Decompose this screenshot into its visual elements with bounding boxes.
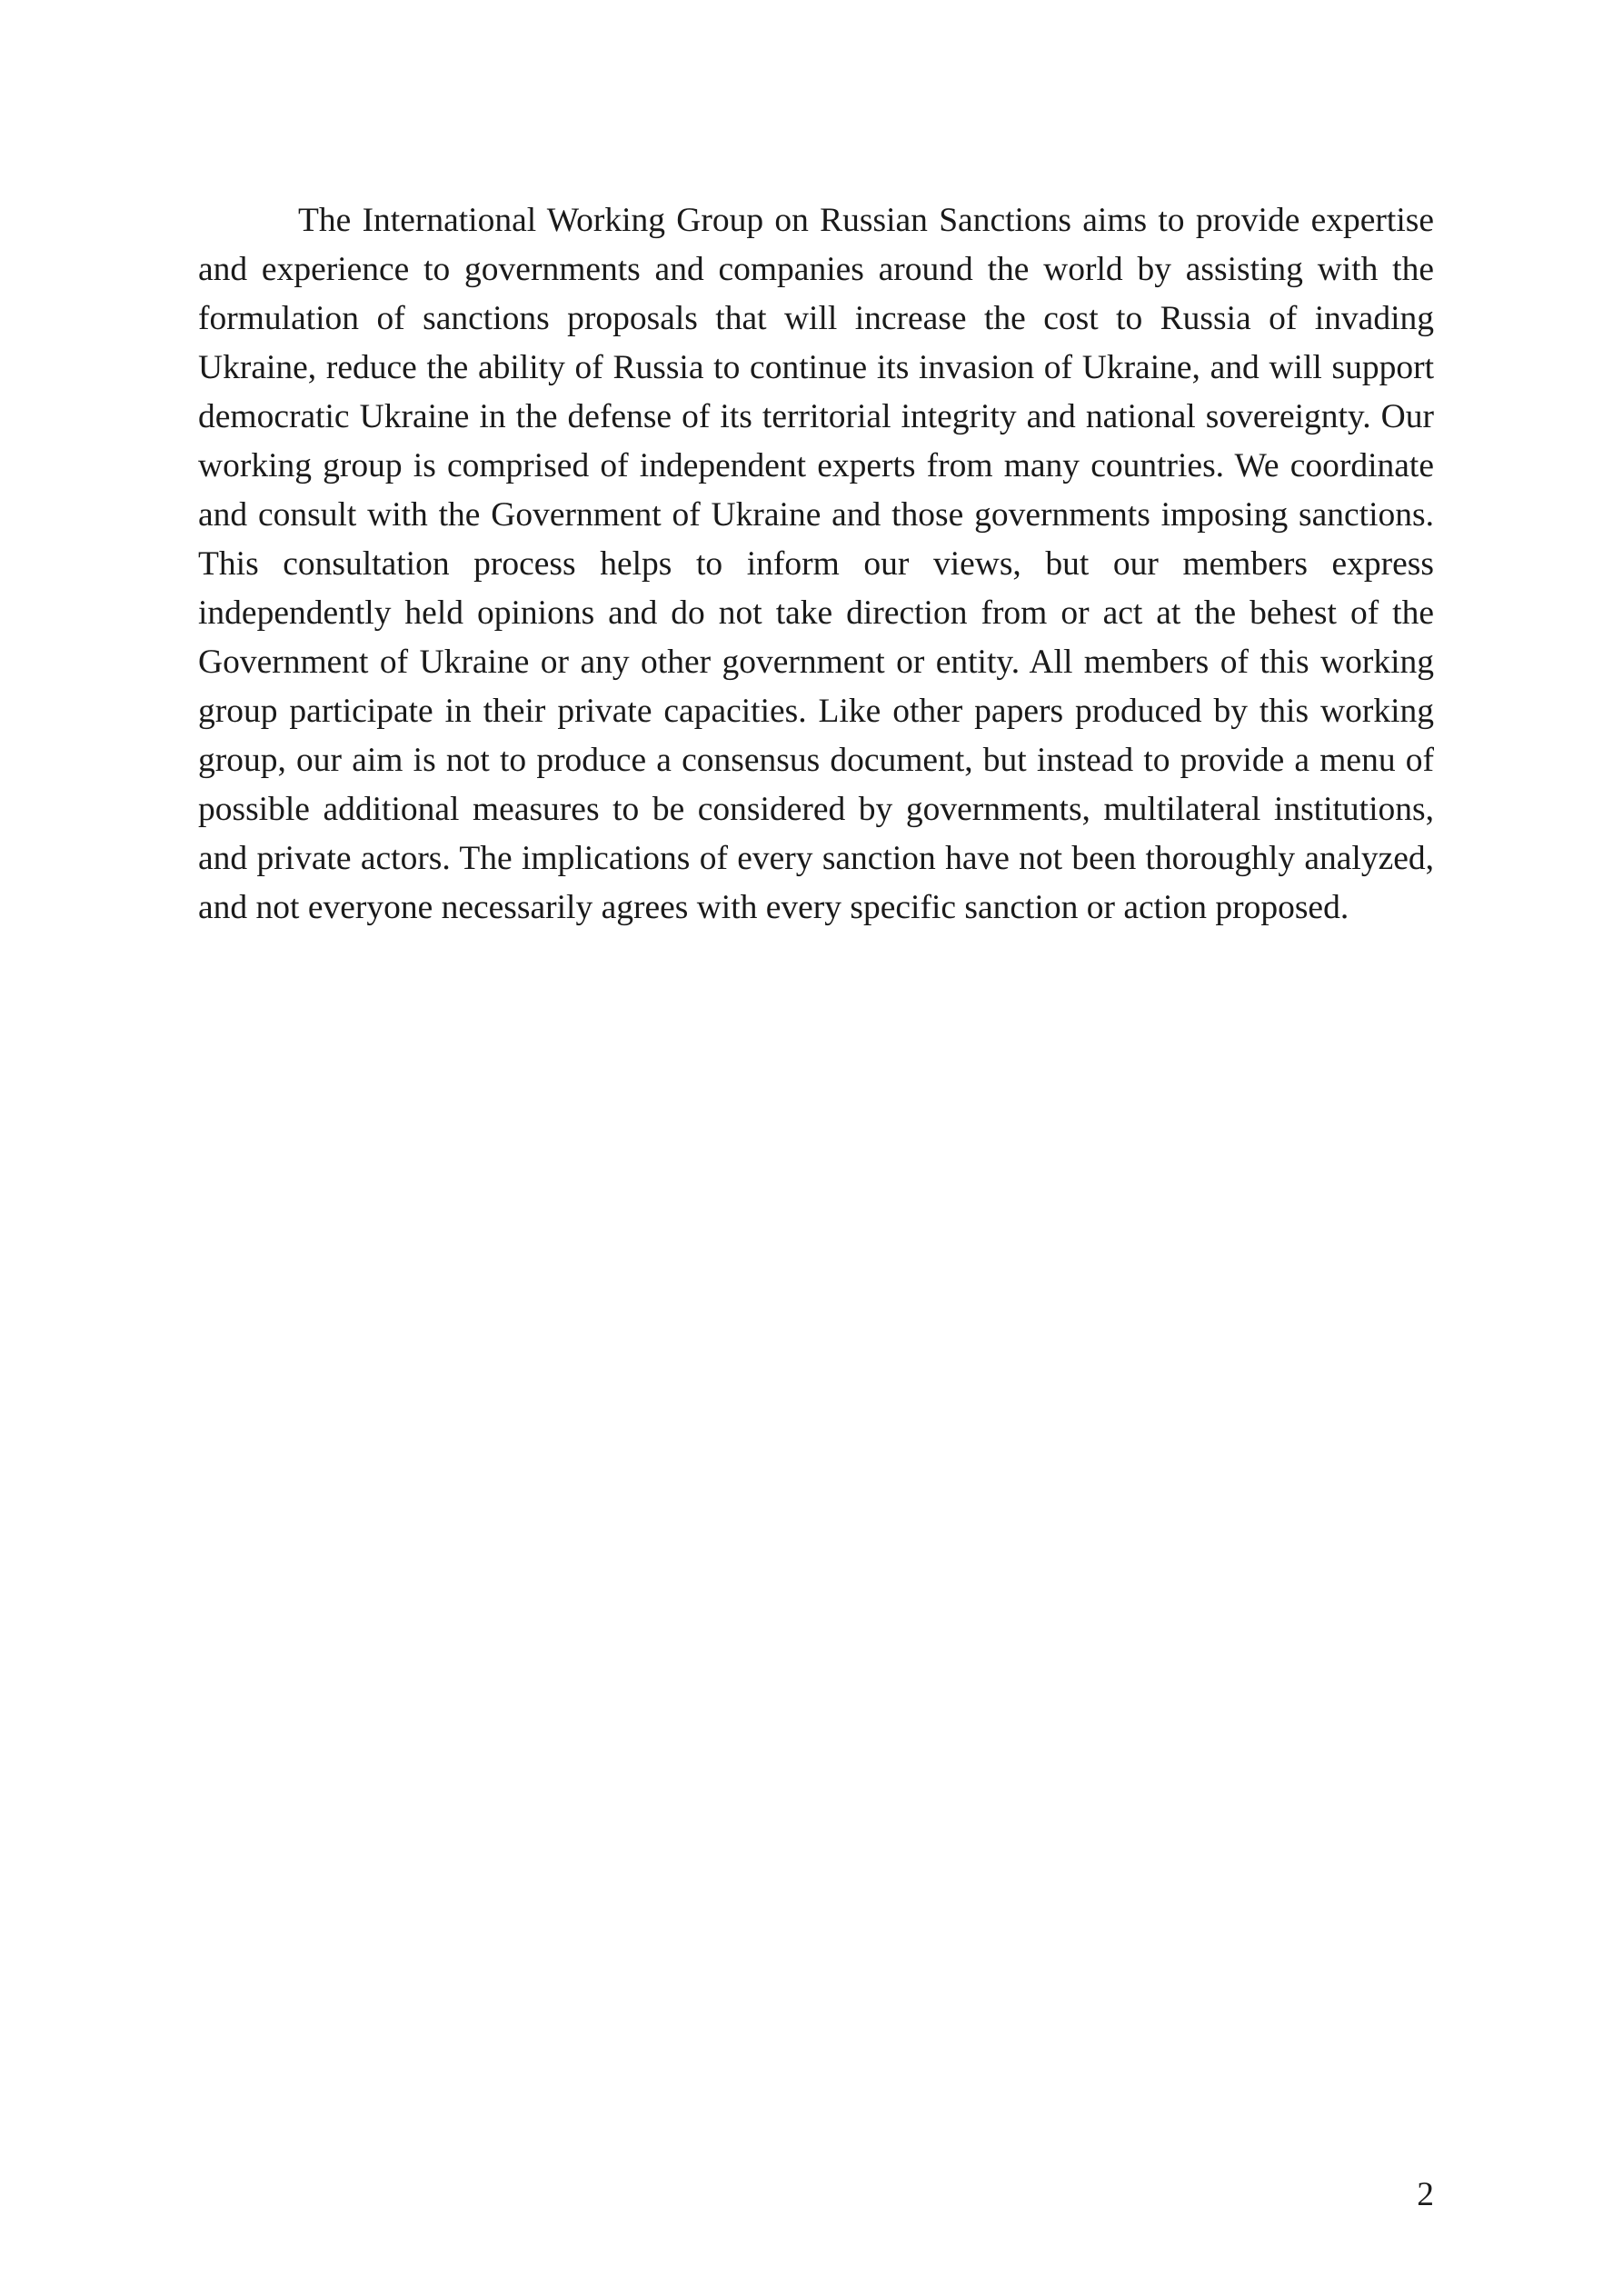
page-number: 2 <box>1417 2176 1434 2213</box>
body-paragraph: The International Working Group on Russian Sanctions aims to provide expertise and experience to governments and companies around the world by assisting with the formulation of sanctions proposals that will increase the cost to Russia of invading Ukraine, reduce the ability of Russia to continue its invasion of Ukraine, and will support democratic Ukraine in the defense of its territorial integrity and national sovereignty. Our working group is comprised of independent experts from many countries. We coordinate and consult with the Government of Ukraine and those governments imposing sanctions. This consultation process helps to inform our views, but our members express independently held opinions and do not take direction from or act at the behest of the Government of Ukraine or any other government or entity. All members of this working group participate in their private capacities. Like other papers produced by this working group, our aim is not to produce a consensus document, but instead to provide a menu of possible additional measures to be considered by governments, multilateral institutions, and private actors. The implications of every sanction have not been thoroughly analyzed, and not everyone necessarily agrees with every specific sanction or action proposed. <box>198 202 1434 926</box>
